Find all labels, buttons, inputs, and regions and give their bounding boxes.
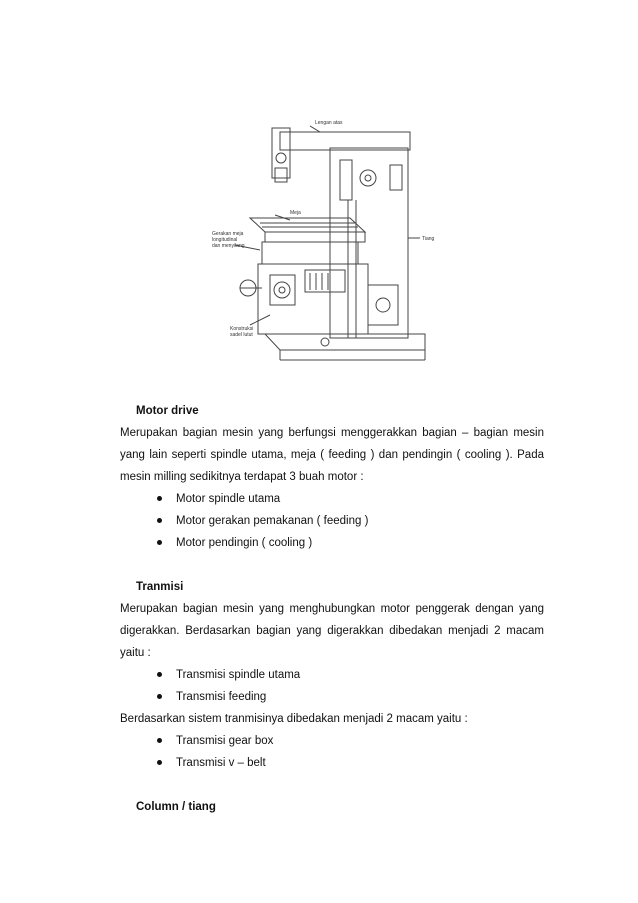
label-table: Meja <box>290 210 301 216</box>
label-table-motion-1: Gerakan meja <box>212 231 244 237</box>
transmisi-system-list <box>120 730 544 774</box>
heading-motor-drive: Motor drive <box>136 405 199 417</box>
column <box>330 148 408 338</box>
label-top-arm: Lengan atas <box>315 120 343 126</box>
list-item: Transmisi v – belt <box>120 752 544 774</box>
milling-machine-figure <box>200 110 440 370</box>
label-table-motion-2: longitudinal <box>212 237 238 243</box>
label-knee-2: sadel lutut <box>230 332 253 338</box>
list-item: Motor spindle utama <box>120 488 544 510</box>
label-table-motion-3: dan menyilang <box>212 243 245 249</box>
bullet-icon <box>157 694 162 699</box>
document-body <box>120 400 544 818</box>
heading-column: Column / tiang <box>136 801 216 813</box>
label-column: Tiang <box>422 236 435 242</box>
bullet-icon <box>157 760 162 765</box>
bullet-icon <box>157 496 162 501</box>
bullet-icon <box>157 540 162 545</box>
overarm <box>280 132 410 150</box>
list-item: Motor gerakan pemakanan ( feeding ) <box>120 510 544 532</box>
bullet-icon <box>157 738 162 743</box>
transmisi-list <box>120 664 544 708</box>
motor-list <box>120 488 544 554</box>
paragraph-transmisi-system: Berdasarkan sistem tranmisinya dibedakan menjadi 2 macam yaitu : <box>120 713 468 725</box>
label-knee-1: Konstruksi <box>230 326 254 332</box>
list-item: Transmisi gear box <box>120 730 544 752</box>
list-item: Transmisi spindle utama <box>120 664 544 686</box>
heading-transmisi: Tranmisi <box>136 581 184 593</box>
paragraph-motor-drive: Merupakan bagian mesin yang berfungsi menggerakkan bagian – bagian mesin yang lain seperti spindle utama, meja ( feeding ) dan pendingin ( cooling ). Pada mesin milling sedikitnya terdapat 3 buah motor : <box>120 427 544 483</box>
list-item: Transmisi feeding <box>120 686 544 708</box>
milling-machine-diagram <box>200 110 440 370</box>
list-item: Motor pendingin ( cooling ) <box>120 532 544 554</box>
paragraph-transmisi: Merupakan bagian mesin yang menghubungkan motor penggerak dengan yang digerakkan. Berdasarkan bagian yang digerakkan dibedakan menjadi 2 macam yaitu : <box>120 603 544 659</box>
base <box>265 334 425 350</box>
bullet-icon <box>157 518 162 523</box>
bullet-icon <box>157 672 162 677</box>
